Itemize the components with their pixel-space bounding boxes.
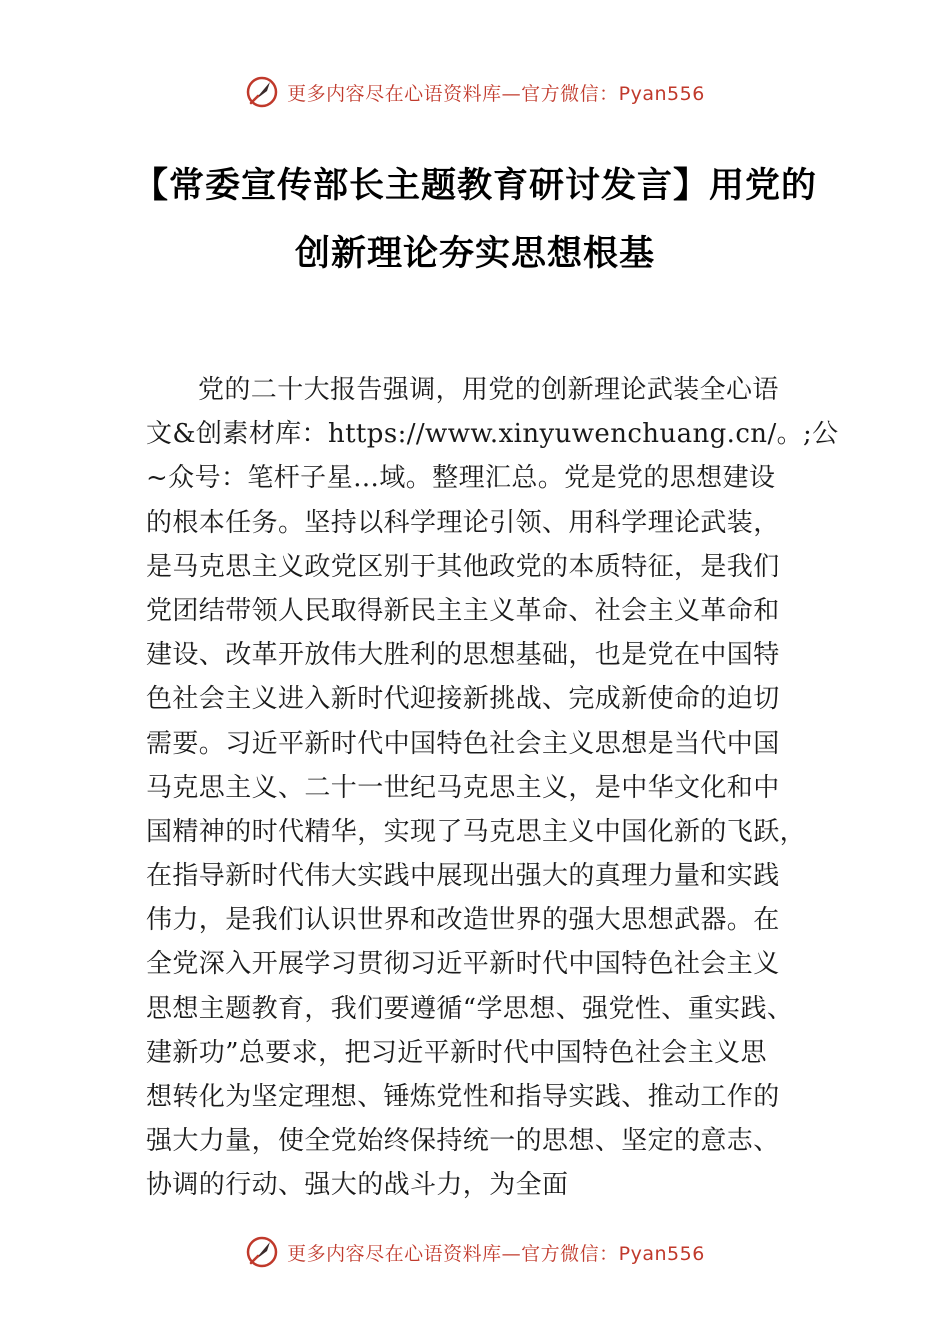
text-line: 党团结带领人民取得新民主主义革命、社会主义革命和 bbox=[146, 595, 780, 626]
header-banner-text: 更多内容尽在心语资料库—官方微信：Pyan556 bbox=[287, 82, 705, 105]
text-line: 文&创素材库：https://www.xinyuwenchuang.cn/。;公 bbox=[146, 419, 839, 450]
text-line: 协调的行动、强大的战斗力，为全面 bbox=[146, 1170, 569, 1201]
text-line: 的根本任务。坚持以科学理论引领、用科学理论武装， bbox=[146, 507, 780, 538]
text-line: 全党深入开展学习贯彻习近平新时代中国特色社会主义 bbox=[146, 949, 780, 980]
quill-logo-icon bbox=[245, 75, 279, 109]
page-title-line-1: 【常委宣传部长主题教育研讨发言】用党的 bbox=[132, 166, 817, 206]
body-paragraph bbox=[146, 368, 839, 1208]
text-line: 建新功”总要求，把习近平新时代中国特色社会主义思 bbox=[146, 1037, 767, 1068]
text-line: 需要。习近平新时代中国特色社会主义思想是当代中国 bbox=[146, 728, 780, 759]
text-line: 党的二十大报告强调，用党的创新理论武装全心语 bbox=[198, 375, 779, 405]
header-banner bbox=[0, 72, 950, 112]
text-line: 建设、改革开放伟大胜利的思想基础，也是党在中国特 bbox=[146, 640, 780, 671]
text-line: 伟力，是我们认识世界和改造世界的强大思想武器。在 bbox=[146, 905, 780, 936]
text-line: 国精神的时代精华，实现了马克思主义中国化新的飞跃， bbox=[146, 816, 807, 847]
text-line: 想转化为坚定理想、锤炼党性和指导实践、推动工作的 bbox=[146, 1082, 780, 1112]
text-line: 强大力量，使全党始终保持统一的思想、坚定的意志、 bbox=[146, 1126, 780, 1157]
footer-banner-text: 更多内容尽在心语资料库—官方微信：Pyan556 bbox=[287, 1242, 705, 1265]
text-line: ~众号：笔杆子星…域。整理汇总。党是党的思想建设 bbox=[146, 463, 776, 494]
text-line: 思想主题教育，我们要遵循“学思想、强党性、重实践、 bbox=[146, 993, 794, 1024]
text-line: 色社会主义进入新时代迎接新挑战、完成新使命的迫切 bbox=[146, 684, 780, 715]
footer-banner bbox=[0, 1232, 950, 1272]
footer-wechat-id: Pyan556 bbox=[618, 1242, 705, 1265]
text-line: 马克思主义、二十一世纪马克思主义，是中华文化和中 bbox=[146, 772, 780, 803]
text-line: 是马克思主义政党区别于其他政党的本质特征，是我们 bbox=[146, 551, 780, 582]
quill-logo-icon bbox=[245, 1235, 279, 1269]
text-line: 在指导新时代伟大实践中展现出强大的真理力量和实践 bbox=[146, 861, 780, 892]
page-title-line-2: 创新理论夯实思想根基 bbox=[294, 234, 655, 274]
header-wechat-id: Pyan556 bbox=[618, 82, 705, 105]
